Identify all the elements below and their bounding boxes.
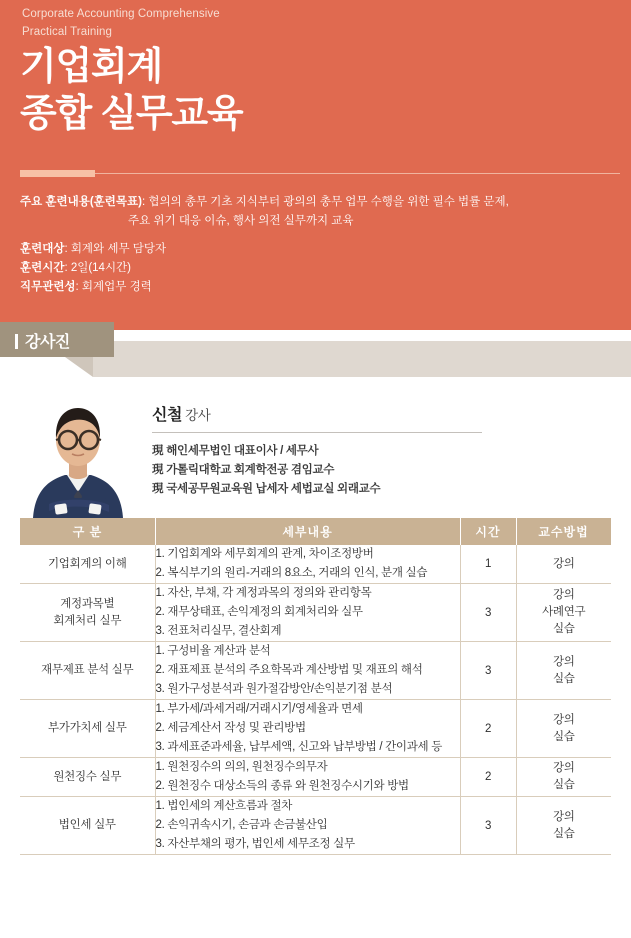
training-relevance-label: 직무관련성 [20,281,76,293]
spacer [20,231,615,240]
credential-text: 국세공무원교육원 납세자 세법교실 외래교수 [166,483,381,495]
column-header-details: 세부내용 [155,518,460,545]
hero-divider [20,170,620,178]
credential-prefix: 現 [152,483,164,495]
training-objective-label: 주요 훈련내용(훈련목표) [20,196,142,208]
division-line: 재무제표 분석 실무 [41,664,134,676]
curriculum-table-head [20,518,611,545]
cell-details [155,797,460,855]
cell-method [516,758,611,797]
instructor-portrait-illustration [25,392,131,518]
curriculum-table [20,518,611,855]
hero-accent-bar [20,170,95,177]
detail-line: 1. 구성비율 계산과 분석 [155,645,271,657]
page-title [20,44,520,138]
cell-hours: 2 [460,700,516,758]
cell-hours: 3 [460,797,516,855]
cell-details [155,700,460,758]
training-hours-row [20,259,615,278]
cell-method [516,700,611,758]
table-row [20,758,611,797]
method-line: 강의 [552,655,575,668]
instructor-divider [152,432,482,433]
instructor-title-suffix: 강사 [185,408,211,423]
training-relevance-value: : 회계업무 경력 [75,281,152,293]
table-row [20,642,611,700]
instructor-info [152,402,552,499]
cell-hours: 2 [460,758,516,797]
training-target-label: 훈련대상 [20,243,65,255]
cell-division [20,584,155,642]
cell-hours: 1 [460,545,516,584]
detail-line: 2. 세금계산서 작성 및 관리방법 [155,722,306,734]
detail-line: 2. 원천징수 대상소득의 종류 와 원천징수시기와 방법 [155,780,409,792]
cell-division [20,545,155,584]
detail-line: 2. 손익귀속시기, 손금과 손금불산입 [155,819,328,831]
table-header-row [20,518,611,545]
curriculum-table-body [20,545,611,855]
detail-line: 3. 과세표준과세율, 납부세액, 신고와 납부방법 / 간이과세 등 [155,741,443,753]
detail-line: 1. 원천징수의 의의, 원천징수의무자 [155,761,328,773]
training-details [20,193,615,297]
table-row [20,797,611,855]
detail-line: 1. 자산, 부채, 각 계정과목의 정의와 관리항목 [155,587,372,599]
method-line: 사례연구 [542,606,586,618]
detail-line: 1. 기업회계와 세무회계의 관계, 차이조정방버 [155,548,374,560]
instructor-profile [0,392,631,518]
instructor-name-row [152,402,552,425]
training-target-row [20,240,615,259]
cell-method [516,545,611,584]
instructor-name: 신철 [152,407,183,424]
method-line: 실습 [552,730,575,743]
training-objective-line-1: : 협의의 총무 기초 지식부터 광의의 총무 업무 수행을 위한 필수 법률 문제, [141,196,509,208]
detail-line: 1. 부가세/과세거래/거래시기/영세율과 면세 [155,703,363,715]
detail-line: 3. 원가구성분석과 원가절감방안/손익분기점 분석 [155,683,393,695]
method-line: 실습 [552,779,575,791]
instructor-credentials [152,442,552,499]
training-objective-line-2: 주요 위기 대응 이슈, 행사 의전 실무까지 교육 [128,215,354,227]
cell-method [516,642,611,700]
cell-division [20,758,155,797]
cell-details [155,584,460,642]
section-tab-label: 강사진 [25,334,70,351]
detail-line: 2. 복식부기의 원리-거래의 8요소, 거래의 인식, 분개 실습 [155,567,428,579]
instructor-photo [25,392,131,518]
method-line: 강의 [552,713,575,726]
cell-details [155,758,460,797]
page-title-line-1: 기업회계 [20,46,163,88]
table-row [20,545,611,584]
column-header-hours: 시간 [460,518,516,545]
training-target-value: : 회계와 세무 담당자 [64,243,167,255]
method-line: 강의 [552,557,575,570]
column-header-method: 교수방법 [516,518,611,545]
hero-eyebrow-line-2: Practical Training [22,26,113,38]
division-line: 계정과목별 [60,597,115,610]
cell-hours: 3 [460,642,516,700]
credential-text: 해인세무법인 대표이사 / 세무사 [166,445,319,457]
table-row [20,584,611,642]
hero-divider-line [20,173,620,174]
training-hours-value: : 2일(14시간) [64,262,132,274]
division-line: 회계처리 실무 [53,614,122,627]
cell-division [20,642,155,700]
credential-prefix: 現 [152,464,164,476]
method-line: 강의 [552,762,575,774]
cell-division [20,797,155,855]
detail-line: 1. 법인세의 계산흐름과 절차 [155,800,293,812]
method-line: 강의 [552,589,575,601]
hero-banner [0,0,631,330]
cell-details [155,642,460,700]
cell-hours: 3 [460,584,516,642]
instructors-section-header [0,322,631,382]
training-objective-row [20,193,615,212]
credential-prefix: 現 [152,445,164,457]
vertical-bar-icon [15,334,18,349]
table-row [20,700,611,758]
section-tab [0,322,114,357]
hero-eyebrow-line-1: Corporate Accounting Comprehensive [22,8,220,20]
division-line: 기업회계의 이해 [47,557,127,570]
section-banner-notch-icon [65,357,93,377]
cell-method [516,584,611,642]
detail-line: 2. 재표제표 분석의 주요학목과 계산방법 및 재표의 해석 [155,664,423,676]
training-relevance-row [20,278,615,297]
hero-eyebrow [22,5,452,41]
section-banner [93,341,631,377]
method-line: 강의 [552,810,575,823]
division-line: 법인세 실무 [58,819,116,831]
method-line: 실습 [552,827,575,840]
division-line: 원천징수 실무 [53,770,122,783]
cell-division [20,700,155,758]
credential-item [152,442,552,461]
method-line: 실습 [552,623,575,635]
credential-text: 가톨릭대학교 회계학전공 겸임교수 [166,464,335,476]
cell-details [155,545,460,584]
division-line: 부가가치세 실무 [47,722,127,734]
credential-item [152,461,552,480]
method-line: 실습 [552,672,575,685]
column-header-division: 구 분 [20,518,155,545]
section-tab-label-wrap [15,329,70,352]
detail-line: 3. 전표처리실무, 결산회계 [155,625,282,637]
page-title-line-2: 종합 실무교육 [20,93,243,135]
detail-line: 3. 자산부채의 평가, 법인세 세무조정 실무 [155,838,355,850]
cell-method [516,797,611,855]
credential-item [152,480,552,499]
training-hours-label: 훈련시간 [20,262,65,274]
detail-line: 2. 재무상태표, 손익계정의 회계처리와 실무 [155,606,363,618]
